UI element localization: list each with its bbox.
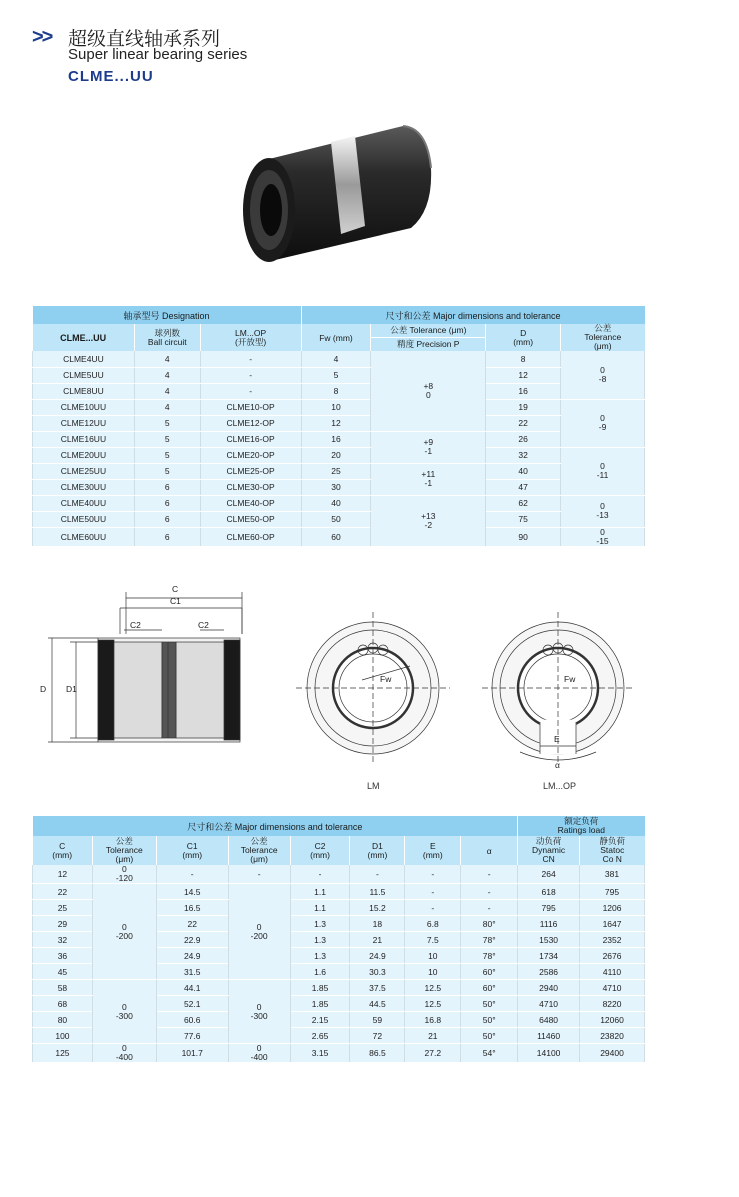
cell-d1: 21 bbox=[350, 932, 405, 948]
cell-fw: 40 bbox=[301, 495, 371, 511]
cell-c2: 1.85 bbox=[290, 980, 350, 996]
cell-model: CLME4UU bbox=[33, 351, 135, 367]
cell-alpha: 50° bbox=[461, 1028, 518, 1044]
cell-balls: 4 bbox=[134, 367, 200, 383]
cell-balls: 5 bbox=[134, 415, 200, 431]
cell-d1: 30.3 bbox=[350, 964, 405, 980]
cell-sta: 1647 bbox=[580, 916, 645, 932]
cell-e: 10 bbox=[405, 964, 461, 980]
cell-d1: - bbox=[350, 865, 405, 884]
cell-fw: 10 bbox=[301, 399, 371, 415]
col-static: 静负荷 Statoc Co N bbox=[599, 836, 626, 864]
cell-balls: 5 bbox=[134, 431, 200, 447]
cell-c1: 60.6 bbox=[156, 1012, 228, 1028]
table-row bbox=[33, 351, 645, 367]
label-d: D bbox=[40, 684, 47, 694]
cell-c2: 1.6 bbox=[290, 964, 350, 980]
cell-balls: 4 bbox=[134, 399, 200, 415]
cell-fw: 5 bbox=[301, 367, 371, 383]
cell-dyn: 795 bbox=[518, 900, 580, 916]
cell-sta: 12060 bbox=[580, 1012, 645, 1028]
cell-fw: 8 bbox=[301, 383, 371, 399]
label-c2-right: C2 bbox=[198, 620, 209, 630]
cell-model: CLME50UU bbox=[33, 511, 135, 527]
cell-c2: 1.1 bbox=[290, 884, 350, 900]
cell-c2: 1.1 bbox=[290, 900, 350, 916]
c1-tolerance: 0 -300 bbox=[228, 980, 290, 1044]
cell-c2: 1.3 bbox=[290, 932, 350, 948]
cell-dyn: 14100 bbox=[518, 1044, 580, 1063]
table-row bbox=[33, 980, 645, 996]
col-e: E (mm) bbox=[405, 836, 461, 865]
cell-e: - bbox=[405, 865, 461, 884]
cell-model: CLME16UU bbox=[33, 431, 135, 447]
ratings-load-header: 额定负荷 Ratings load bbox=[557, 816, 605, 835]
cell-balls: 5 bbox=[134, 463, 200, 479]
cell-balls: 4 bbox=[134, 383, 200, 399]
cell-alpha: - bbox=[461, 884, 518, 900]
cell-op: CLME25-OP bbox=[200, 463, 301, 479]
cell-fw: 25 bbox=[301, 463, 371, 479]
cell-op: CLME60-OP bbox=[200, 527, 301, 546]
cell-alpha: 60° bbox=[461, 980, 518, 996]
cell-op: CLME20-OP bbox=[200, 447, 301, 463]
table-row bbox=[33, 479, 645, 495]
cell-c: 29 bbox=[33, 916, 93, 932]
c-tolerance: 0 -120 bbox=[92, 865, 156, 884]
caption-lm: LM bbox=[367, 781, 380, 791]
label-c: C bbox=[172, 584, 179, 594]
cell-c1: 31.5 bbox=[156, 964, 228, 980]
header-arrow: >> bbox=[32, 26, 52, 48]
cell-d: 47 bbox=[486, 479, 561, 495]
cell-sta: 4110 bbox=[580, 964, 645, 980]
cell-c: 25 bbox=[33, 900, 93, 916]
cell-d: 19 bbox=[486, 399, 561, 415]
col-ball-circuit: 球列数 Ball circuit bbox=[134, 324, 200, 351]
cell-c: 22 bbox=[33, 884, 93, 900]
dimension-drawings bbox=[30, 570, 650, 775]
cell-sta: 29400 bbox=[580, 1044, 645, 1063]
cell-d1: 24.9 bbox=[350, 948, 405, 964]
cell-op: CLME30-OP bbox=[200, 479, 301, 495]
cell-d1: 18 bbox=[350, 916, 405, 932]
table-row bbox=[33, 511, 645, 527]
cell-alpha: 50° bbox=[461, 1012, 518, 1028]
cell-c: 32 bbox=[33, 932, 93, 948]
table-row bbox=[33, 399, 645, 415]
col-c1-tolerance: 公差 Tolerance (μm) bbox=[228, 836, 290, 865]
table-row bbox=[33, 383, 645, 399]
label-fw-lmop: Fw bbox=[564, 674, 576, 684]
cell-model: CLME25UU bbox=[33, 463, 135, 479]
col-d: D (mm) bbox=[486, 324, 561, 351]
cell-c: 125 bbox=[33, 1044, 93, 1063]
cell-balls: 6 bbox=[134, 479, 200, 495]
cell-sta: 1206 bbox=[580, 900, 645, 916]
cell-e: - bbox=[405, 900, 461, 916]
cell-c: 58 bbox=[33, 980, 93, 996]
cell-dyn: 2940 bbox=[518, 980, 580, 996]
cell-c1: 52.1 bbox=[156, 996, 228, 1012]
cell-c: 100 bbox=[33, 1028, 93, 1044]
cell-c2: 2.15 bbox=[290, 1012, 350, 1028]
col-dynamic: 动负荷 Dynamic CN bbox=[518, 836, 580, 865]
cell-alpha: 78° bbox=[461, 948, 518, 964]
d-tolerance: 0 -11 bbox=[561, 447, 645, 495]
c-tolerance: 0 -200 bbox=[92, 884, 156, 980]
cell-d: 22 bbox=[486, 415, 561, 431]
d-tolerance: 0 -13 bbox=[561, 495, 645, 527]
cell-d: 8 bbox=[486, 351, 561, 367]
col-c2: C2 (mm) bbox=[290, 836, 350, 865]
label-c2-left: C2 bbox=[130, 620, 141, 630]
cell-c: 45 bbox=[33, 964, 93, 980]
cell-c1: 44.1 bbox=[156, 980, 228, 996]
page-title-en: Super linear bearing series bbox=[68, 46, 248, 63]
table-row bbox=[33, 415, 645, 431]
cell-c1: - bbox=[156, 865, 228, 884]
cell-fw: 50 bbox=[301, 511, 371, 527]
col-alpha: α bbox=[461, 836, 518, 865]
cell-c2: 1.3 bbox=[290, 948, 350, 964]
label-e: E bbox=[554, 734, 560, 744]
c1-tolerance: 0 -400 bbox=[228, 1044, 290, 1063]
cell-c: 80 bbox=[33, 1012, 93, 1028]
cell-c1: 77.6 bbox=[156, 1028, 228, 1044]
col-d-tolerance: 公差 Tolerance (μm) bbox=[584, 323, 622, 351]
cell-balls: 5 bbox=[134, 447, 200, 463]
cell-model: CLME20UU bbox=[33, 447, 135, 463]
cell-c1: 22.9 bbox=[156, 932, 228, 948]
c1-tolerance: 0 -200 bbox=[228, 884, 290, 980]
cell-sta: 4710 bbox=[580, 980, 645, 996]
cell-dyn: 11460 bbox=[518, 1028, 580, 1044]
table-row bbox=[33, 431, 645, 447]
label-fw-lm: Fw bbox=[380, 674, 392, 684]
cell-fw: 4 bbox=[301, 351, 371, 367]
cell-alpha: 50° bbox=[461, 996, 518, 1012]
cell-op: CLME10-OP bbox=[200, 399, 301, 415]
cell-dyn: 6480 bbox=[518, 1012, 580, 1028]
cell-e: 16.8 bbox=[405, 1012, 461, 1028]
cell-d1: 59 bbox=[350, 1012, 405, 1028]
cell-d1: 72 bbox=[350, 1028, 405, 1044]
cell-fw: 20 bbox=[301, 447, 371, 463]
cell-e: 10 bbox=[405, 948, 461, 964]
col-c1: C1 (mm) bbox=[156, 836, 228, 865]
cell-sta: 2676 bbox=[580, 948, 645, 964]
cell-c1: 14.5 bbox=[156, 884, 228, 900]
cell-fw: 12 bbox=[301, 415, 371, 431]
cell-balls: 6 bbox=[134, 527, 200, 546]
table-row bbox=[33, 884, 645, 900]
cell-c2: 2.65 bbox=[290, 1028, 350, 1044]
designation-header: 轴承型号 Designation bbox=[33, 306, 302, 324]
cell-d1: 44.5 bbox=[350, 996, 405, 1012]
cell-c1: 16.5 bbox=[156, 900, 228, 916]
cell-d1: 15.2 bbox=[350, 900, 405, 916]
cell-d: 40 bbox=[486, 463, 561, 479]
fw-tolerance: +13 -2 bbox=[371, 495, 486, 546]
cell-model: CLME10UU bbox=[33, 399, 135, 415]
cell-e: 6.8 bbox=[405, 916, 461, 932]
cell-d: 75 bbox=[486, 511, 561, 527]
label-c1: C1 bbox=[170, 596, 181, 606]
cell-op: - bbox=[200, 351, 301, 367]
cell-model: CLME8UU bbox=[33, 383, 135, 399]
label-d1: D1 bbox=[66, 684, 77, 694]
cell-c1: 24.9 bbox=[156, 948, 228, 964]
cell-dyn: 618 bbox=[518, 884, 580, 900]
cell-c: 12 bbox=[33, 865, 93, 884]
cell-e: - bbox=[405, 884, 461, 900]
table-row bbox=[33, 447, 645, 463]
col-tolerance: 公差 Tolerance (μm) bbox=[371, 324, 486, 337]
col-precision: 精度 Precision P bbox=[371, 337, 486, 351]
cell-c2: 1.3 bbox=[290, 916, 350, 932]
c-tolerance: 0 -400 bbox=[92, 1044, 156, 1063]
page-title-cn: 超级直线轴承系列 bbox=[68, 28, 221, 50]
table-row bbox=[33, 495, 645, 511]
cell-dyn: 1530 bbox=[518, 932, 580, 948]
table-row bbox=[33, 527, 645, 546]
col-c-tolerance: 公差 Tolerance (μm) bbox=[92, 836, 156, 865]
cell-d: 90 bbox=[486, 527, 561, 546]
table-row bbox=[33, 1044, 645, 1063]
col-fw: Fw (mm) bbox=[301, 324, 371, 351]
c-tolerance: 0 -300 bbox=[92, 980, 156, 1044]
cell-d: 62 bbox=[486, 495, 561, 511]
cell-e: 21 bbox=[405, 1028, 461, 1044]
cell-dyn: 264 bbox=[518, 865, 580, 884]
col-c: C (mm) bbox=[33, 836, 93, 865]
cell-op: CLME40-OP bbox=[200, 495, 301, 511]
col-open-type: LM...OP (开放型) bbox=[200, 324, 301, 351]
cell-c: 36 bbox=[33, 948, 93, 964]
cell-e: 12.5 bbox=[405, 996, 461, 1012]
label-alpha: α bbox=[555, 760, 560, 770]
cell-d: 16 bbox=[486, 383, 561, 399]
cell-fw: 16 bbox=[301, 431, 371, 447]
cell-fw: 60 bbox=[301, 527, 371, 546]
cell-sta: 381 bbox=[580, 865, 645, 884]
series-model: CLME...UU bbox=[68, 68, 154, 85]
dimensions-header: 尺寸和公差 Major dimensions and tolerance bbox=[385, 310, 561, 321]
cell-balls: 6 bbox=[134, 511, 200, 527]
cell-c1: 101.7 bbox=[156, 1044, 228, 1063]
cell-sta: 795 bbox=[580, 884, 645, 900]
cell-d: 26 bbox=[486, 431, 561, 447]
d-tolerance: 0 -9 bbox=[561, 399, 645, 447]
cell-op: - bbox=[200, 367, 301, 383]
cell-alpha: - bbox=[461, 865, 518, 884]
cell-balls: 4 bbox=[134, 351, 200, 367]
cell-d1: 11.5 bbox=[350, 884, 405, 900]
cell-model: CLME12UU bbox=[33, 415, 135, 431]
cell-c2: 3.15 bbox=[290, 1044, 350, 1063]
cell-alpha: 80° bbox=[461, 916, 518, 932]
cell-dyn: 4710 bbox=[518, 996, 580, 1012]
cell-alpha: - bbox=[461, 900, 518, 916]
cell-c1: 22 bbox=[156, 916, 228, 932]
cell-c: 68 bbox=[33, 996, 93, 1012]
cell-model: CLME30UU bbox=[33, 479, 135, 495]
dimensions-header-2: 尺寸和公差 Major dimensions and tolerance bbox=[33, 816, 518, 836]
cell-e: 12.5 bbox=[405, 980, 461, 996]
col-model: CLME...UU bbox=[33, 324, 135, 351]
cell-d1: 37.5 bbox=[350, 980, 405, 996]
col-d1: D1 (mm) bbox=[350, 836, 405, 865]
cell-model: CLME5UU bbox=[33, 367, 135, 383]
cell-e: 7.5 bbox=[405, 932, 461, 948]
c1-tolerance: - bbox=[228, 865, 290, 884]
cell-c2: 1.85 bbox=[290, 996, 350, 1012]
cell-sta: 8220 bbox=[580, 996, 645, 1012]
cell-alpha: 78° bbox=[461, 932, 518, 948]
fw-tolerance: +8 0 bbox=[371, 351, 486, 431]
cell-alpha: 54° bbox=[461, 1044, 518, 1063]
fw-tolerance: +11 -1 bbox=[371, 463, 486, 495]
cell-e: 27.2 bbox=[405, 1044, 461, 1063]
cell-c2: - bbox=[290, 865, 350, 884]
cell-model: CLME40UU bbox=[33, 495, 135, 511]
table-row bbox=[33, 865, 645, 884]
cell-sta: 2352 bbox=[580, 932, 645, 948]
caption-lmop: LM...OP bbox=[543, 781, 577, 791]
cell-op: - bbox=[200, 383, 301, 399]
cell-dyn: 2586 bbox=[518, 964, 580, 980]
cell-op: CLME12-OP bbox=[200, 415, 301, 431]
cell-dyn: 1116 bbox=[518, 916, 580, 932]
cell-model: CLME60UU bbox=[33, 527, 135, 546]
cell-d: 32 bbox=[486, 447, 561, 463]
fw-tolerance: +9 -1 bbox=[371, 431, 486, 463]
cell-sta: 23820 bbox=[580, 1028, 645, 1044]
table-row bbox=[33, 463, 645, 479]
d-tolerance: 0 -15 bbox=[561, 527, 645, 546]
table-row bbox=[33, 367, 645, 383]
cell-balls: 6 bbox=[134, 495, 200, 511]
dimension-table-2 bbox=[32, 816, 645, 1063]
cell-alpha: 60° bbox=[461, 964, 518, 980]
d-tolerance: 0 -8 bbox=[561, 351, 645, 399]
cell-fw: 30 bbox=[301, 479, 371, 495]
bearing-product-photo bbox=[235, 118, 435, 268]
cell-d1: 86.5 bbox=[350, 1044, 405, 1063]
dimension-table-1 bbox=[32, 306, 645, 547]
cell-dyn: 1734 bbox=[518, 948, 580, 964]
cell-op: CLME16-OP bbox=[200, 431, 301, 447]
cell-d: 12 bbox=[486, 367, 561, 383]
cell-op: CLME50-OP bbox=[200, 511, 301, 527]
